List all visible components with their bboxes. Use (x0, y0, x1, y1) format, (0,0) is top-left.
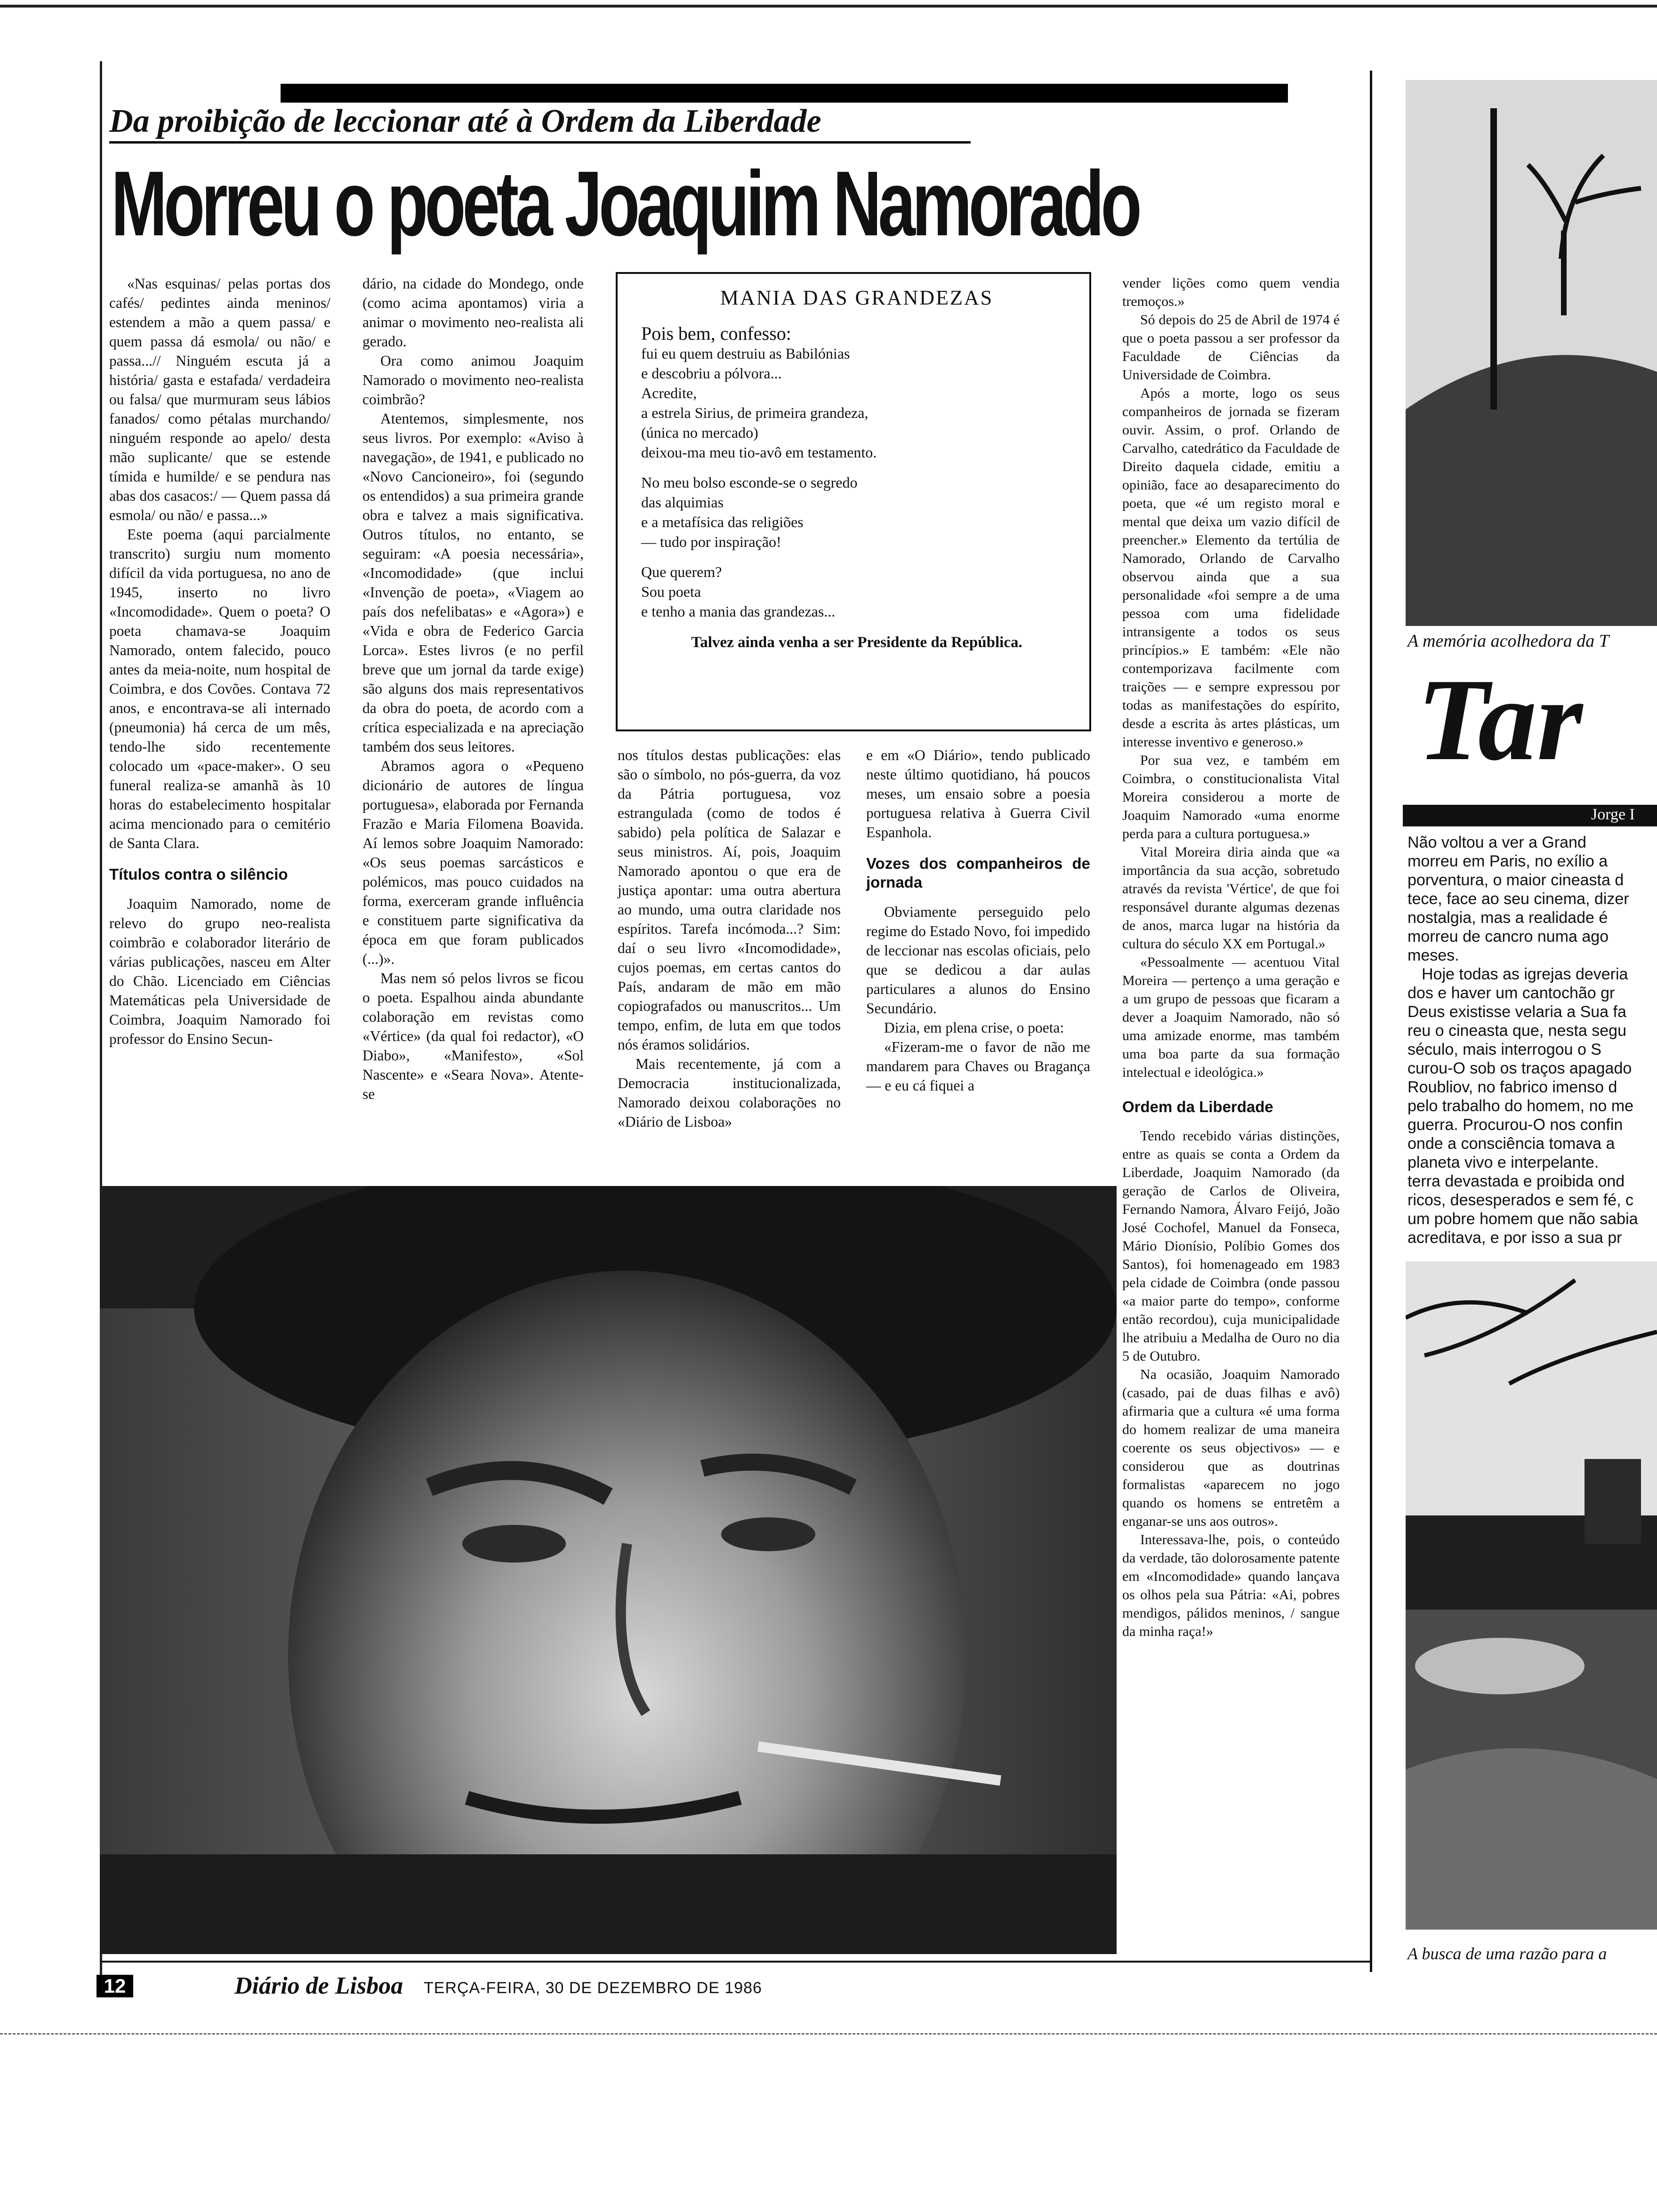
poem-title: MANIA DAS GRANDEZAS (720, 286, 994, 309)
landscape-photo-image (1406, 1261, 1657, 1930)
bottom-dashed-rule (0, 2033, 1657, 2035)
col2-paragraph: dário, na cidade do Mondego, onde (como acima apontamos) viria a animar o movimento neo-realista ali gerado. (362, 275, 584, 350)
landscape-photo (1406, 1261, 1657, 1930)
right-text-line: acreditava, e por isso a sua pr (1408, 1229, 1622, 1247)
right-text-line: Roubliov, no fabrico imenso d (1408, 1078, 1617, 1096)
poem-line: e a metafísica das religiões (641, 513, 804, 530)
header-black-bar (281, 84, 1288, 103)
poem-line: Sou poeta (641, 583, 701, 600)
right-text-line: morreu de cancro numa ago (1408, 928, 1609, 946)
right-text-line: ricos, desesperados e sem fé, c (1408, 1191, 1634, 1209)
right-caption-1: A memória acolhedora da T (1408, 631, 1609, 651)
poem-line: deixou-ma meu tio-avô em testamento. (641, 444, 877, 461)
headline: Morreu o poeta Joaquim Namorado (111, 152, 1139, 255)
col5-subheading: Ordem da Liberdade (1122, 1098, 1273, 1115)
col5-paragraph: Vital Moreira diria ainda que «a importância da sua acção, sobretudo através da revista 'Vértice', de que foi responsável durante algumas dezenas de anos, marca lugar na história da cultura do século XX em Portugal.» (1122, 844, 1340, 952)
right-text-line: século, mais interrogou o S (1408, 1041, 1601, 1058)
kicker-underline (109, 141, 971, 144)
right-text-line: meses. (1408, 946, 1459, 964)
poem-line: e descobriu a pólvora... (641, 365, 782, 382)
col5-paragraph: Interessava-lhe, pois, o conteúdo da verdade, tão dolorosamente patente em «Incomodidade» quando lançava os olhos pela sua Pátria: «Ai, pobres mendigos, pálidos meninos, / sangue da minha raça!» (1122, 1532, 1340, 1639)
col4-paragraph: e em «O Diário», tendo publicado neste último quotidiano, há poucos meses, um ensaio sobre a poesia portuguesa relativa à Guerra Civil Espanhola. (866, 747, 1090, 841)
page-number: 12 (104, 1975, 126, 1997)
poem-line: das alquimias (641, 494, 724, 511)
col5-paragraph: Na ocasião, Joaquim Namorado (casado, pai de duas filhas e avô) afirmaria que a cultura «é uma forma do homem realizar de uma maneira coerente os seus objectivos» — e considerou que as doutrinas formalistas «aparecem no jogo quando os homens se entretêm a enganar-se uns aos outros». (1122, 1367, 1340, 1529)
footer-date: TERÇA-FEIRA, 30 DE DEZEMBRO DE 1986 (424, 1979, 762, 1997)
right-text (1408, 833, 1657, 1247)
col5-paragraph: «Pessoalmente — acentuou Vital Moreira — pertenço a uma geração e a um grupo de pessoas que ficaram a dever a Joaquim Namorado, não só uma amizade enorme, mas também uma boa parte da sua formação intelectual e ideológica.» (1122, 954, 1340, 1080)
col3-paragraph: nos títulos destas publicações: elas são o símbolo, no pós-guerra, da voz da Pátria portuguesa, voz estrangulada (como de todos é sabido) pela política de Salazar e seus ministros. Aí, pois, Joaquim Namorado apontou o que era de justiça apontar: uma outra abertura ao mundo, uma outra claridade nos espíritos. Tarefa incómoda...? Sim: daí o seu livro «Incomodidade», cujos poemas, em certas cantos do País, andaram de mão em mão copiografados ou manuscritos... Um tempo, enfim, de luta em que todos nós éramos solidários. (618, 747, 841, 1053)
right-text-line: onde a consciência tomava a (1408, 1135, 1615, 1153)
col1-paragraph: Este poema (aqui parcialmente transcrito) surgiu num momento difícil da vida portuguesa, no ano de 1945, inserto no livro «Incomodidade». Quem o poeta? O poeta chamava-se Joaquim Namorado, ontem falecido, pouco antes da meia-noite, num hospital de Coimbra, e dos Covões. Contava 72 anos, e encontrava-se ali internado (pneumonia) há cerca de um mês, tendo-lhe sido recentemente colocado um «pace-maker». O seu funeral realiza-se amanhã às 10 horas do estabelecimento hospitalar acima mencionado para o cemitério de Santa Clara. (109, 526, 330, 851)
column-1 (109, 274, 330, 1049)
right-text-line: terra devastada e proibida ond (1408, 1172, 1625, 1190)
col2-paragraph: Abramos agora o «Pequeno dicionário de autores de língua portuguesa», elaborada por Fernanda Frazão e Maria Filomena Boavida. Aí lemos sobre Joaquim Namorado: «Os seus poemas sarcásticos e polémicos, mas pouco cuidados na forma, exerceram grande influência e constituem parte significativa da época em que foram publicados (...)». (362, 758, 584, 967)
col5-paragraph: Tendo recebido várias distinções, entre as quais se conta a Ordem da Liberdade, Joaquim Namorado (da geração de Carlos de Oliveira, Fernando Namora, Álvaro Feijó, João José Cochofel, Manuel da Fonseca, Mário Dionísio, Políbio Gomes dos Santos), foi homenageado em 1983 pela cidade de Coimbra (onde passou «a maior parte do tempo», conforme então recordou), cuja municipalidade lhe atribuiu a Medalha de Ouro no dia 5 de Outubro. (1122, 1128, 1340, 1364)
poem-line: a estrela Sirius, de primeira grandeza, (641, 404, 869, 421)
footer-rule (100, 1961, 1371, 1963)
poem-line: fui eu quem destruiu as Babilónias (641, 345, 850, 362)
right-text-line: reu o cineasta que, nesta segu (1408, 1022, 1626, 1040)
right-big-title: Tar (1417, 655, 1583, 785)
column-4 (866, 745, 1090, 1095)
right-text-line: pelo trabalho do homem, no me (1408, 1097, 1634, 1115)
poem-line: Pois bem, confesso: (641, 323, 791, 344)
right-text-line: Não voltou a ver a Grand (1408, 834, 1586, 851)
right-text-line: tece, face ao seu cinema, dizer (1408, 890, 1629, 908)
tree-photo-image (1406, 80, 1657, 626)
col5-paragraph: Só depois do 25 de Abril de 1974 é que o poeta passou a ser professor da Faculdade de Ciências da Universidade de Coimbra. (1122, 312, 1340, 383)
poem-line: Acredite, (641, 385, 697, 401)
paper-name: Diário de Lisboa (234, 1972, 403, 1999)
right-text-line: nostalgia, mas a realidade é (1408, 909, 1608, 927)
right-divider-rule (1370, 71, 1372, 1972)
col1-subheading: Títulos contra o silêncio (109, 866, 288, 883)
top-rule (0, 5, 1657, 8)
right-text-line: um pobre homem que não sabia (1408, 1210, 1638, 1228)
right-text-line: Deus existisse velaria a Sua fa (1408, 1003, 1626, 1021)
column-2 (362, 274, 584, 1104)
right-text-line: Hoje todas as igrejas deveria (1422, 965, 1628, 983)
poem-line: No meu bolso esconde-se o segredo (641, 474, 858, 491)
column-3 (618, 745, 841, 1131)
col3-paragraph: Mais recentemente, já com a Democracia institucionalizada, Namorado deixou colaborações no «Diário de Lisboa» (618, 1056, 841, 1130)
col4-paragraph: Dizia, em plena crise, o poeta: (884, 1019, 1064, 1036)
col5-paragraph: Por sua vez, e também em Coimbra, o constitucionalista Vital Moreira considerou a morte de Joaquim Namorado «uma enorme perda para a cultura portuguesa.» (1122, 753, 1340, 842)
right-text-line: dos e haver um cantochão gr (1408, 984, 1615, 1002)
portrait-photo-image (100, 1186, 1117, 1954)
col5-paragraph: Após a morte, logo os seus companheiros de jornada se fizeram ouvir. Assim, o prof. Orlando de Carvalho, catedrático da Faculdade de Direito daquela cidade, emitiu a opinião, face ao desaparecimento do poeta, que «é um registo moral e mental que deixa um vazio difícil de preencher.» Elemento da tertúlia de Namorado, Orlando de Carvalho observou ainda que a sua personalidade «foi sempre a de uma pessoa com uma fidelidade intransigente a todos os seus princípios.» E também: «Ele não contemporizava facilmente com traições — e sempre expressou por todas as manifestações do espírito, desde a escrita às artes plásticas, um interesse inventivo e generoso.» (1122, 385, 1340, 750)
portrait-photo (100, 1186, 1117, 1954)
poem-line: (única no mercado) (641, 424, 758, 441)
col2-paragraph: Mas nem só pelos livros se ficou o poeta. Espalhou ainda abundante colaboração em revistas como «Vértice» (da qual foi redactor), «O Diabo», «Manifesto», «Sol Nascente» e «Seara Nova». Atente-se (362, 970, 584, 1102)
right-caption-2: A busca de uma razão para a (1408, 1944, 1607, 1963)
col4-paragraph: «Fizeram-me o favor de não me mandarem para Chaves ou Bragança — e eu cá fiquei a (866, 1039, 1090, 1094)
col2-paragraph: Ora como animou Joaquim Namorado o movimento neo-realista coimbrão? (362, 353, 584, 408)
col1-paragraph: Joaquim Namorado, nome de relevo do grupo neo-realista coimbrão e colaborador literário de várias publicações, nasceu em Alter do Chão. Licenciado em Ciências Matemáticas pela Universidade de Coimbra, Joaquim Namorado foi professor do Ensino Secun- (109, 896, 330, 1047)
poem-line: — tudo por inspiração! (641, 533, 781, 550)
right-byline: Jorge I (1591, 806, 1635, 823)
col1-paragraph: «Nas esquinas/ pelas portas dos cafés/ pedintes ainda meninos/ estendem a mão a quem passa/ e quem passa dá esmola/ ou não/ e passa...// Ninguém escuta já a história/ gasta e estafada/ verdadeira ou falsa/ que murmuram seus lábios fanados/ como pétalas murchando/ ninguém responde ao apelo/ desta mão suplicante/ que se estende tímida e humilde/ e se pendura nas abas dos casacos:/ — Quem passa dá esmola/ ou não/ e passa...» (109, 275, 330, 523)
column-5 (1122, 274, 1340, 1641)
poem-line: Que querem? (641, 563, 722, 580)
kicker: Da proibição de leccionar até à Ordem da Liberdade (109, 103, 821, 139)
tree-photo (1406, 80, 1657, 626)
right-text-line: porventura, o maior cineasta d (1408, 871, 1624, 889)
col5-paragraph: vender lições como quem vendia tremoços.» (1122, 275, 1340, 309)
col2-paragraph: Atentemos, simplesmente, nos seus livros. Por exemplo: «Aviso à navegação», de 1941, e publicado no «Novo Cancioneiro», foi (segundo os entendidos) a sua primeira grande obra e talvez a mais significativa. Outros títulos, no entanto, se seguiram: «A poesia necessária», «Incomodidade» (que inclui «Invenção de poeta», «Viagem ao país dos nefelibatas» e «Agora») e «Vida e obra de Federico Garcia Lorca». Estes livros (e no perfil breve que um jornal da tarde exige) são alguns dos mais representativos da obra do poeta, de acordo com a crítica especializada e na apreciação também dos seus leitores. (362, 410, 584, 755)
right-text-line: guerra. Procurou-O nos confin (1408, 1116, 1623, 1134)
right-text-line: planeta vivo e interpelante. (1408, 1154, 1599, 1171)
col4-subheading: Vozes dos companheiros de jornada (866, 855, 1090, 891)
col4-paragraph: Obviamente perseguido pelo regime do Estado Novo, foi impedido de leccionar nas escolas oficiais, pelo que se dedicou a dar aulas particulares a alunos do Ensino Secundário. (866, 904, 1090, 1017)
right-text-line: curou-O sob os traços apagado (1408, 1059, 1632, 1077)
poem-line: e tenho a mania das grandezas... (641, 603, 836, 620)
right-text-line: morreu em Paris, no exílio a (1408, 852, 1608, 870)
poem-box (616, 272, 1091, 731)
poem-line: Talvez ainda venha a ser Presidente da República. (691, 634, 1022, 651)
